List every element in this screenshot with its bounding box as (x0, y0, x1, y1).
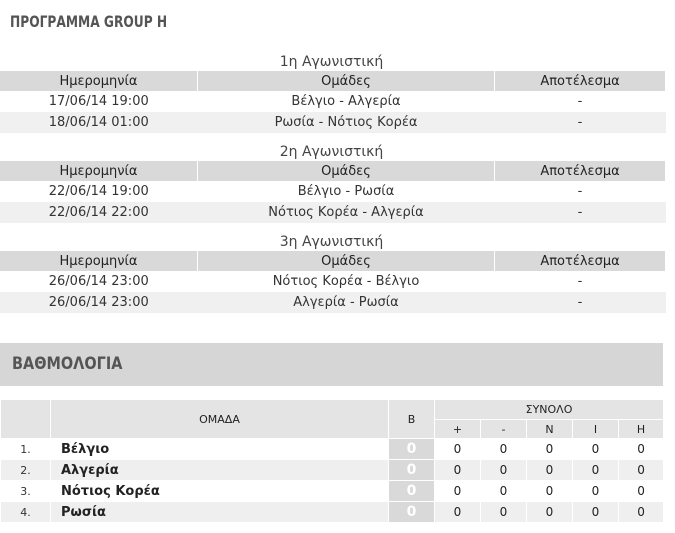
header-date: Ημερομηνία (0, 71, 198, 91)
team-name: Αλγερία (51, 460, 389, 481)
match-result: - (495, 112, 666, 133)
header-result: Αποτέλεσμα (495, 71, 666, 91)
standings-header-bar (0, 343, 663, 386)
table-row (0, 181, 666, 202)
team-position: 2. (1, 460, 51, 481)
match-teams: Νότιος Κορέα - Αλγερία (198, 202, 495, 223)
header-total: ΣΥΝΟΛΟ (435, 400, 664, 420)
stat-goals-against: 0 (481, 481, 527, 502)
table-header (0, 71, 666, 91)
header-wins: Ν (527, 420, 573, 439)
table-header (0, 251, 666, 271)
team-points: 0 (389, 439, 435, 460)
table-row (1, 439, 664, 460)
stat-goals-against: 0 (481, 502, 527, 523)
standings-title: ΒΑΘΜΟΛΟΓΙΑ (12, 354, 123, 374)
match-result: - (495, 292, 666, 313)
stat-draws: 0 (573, 460, 619, 481)
match-result: - (577, 184, 583, 199)
match-teams: Βέλγιο - Ρωσία (297, 184, 395, 199)
team-position: 1. (1, 439, 51, 460)
header-result: Αποτέλεσμα (495, 161, 666, 181)
header-date: Ημερομηνία (0, 251, 198, 271)
header-teams: Ομάδες (198, 71, 495, 91)
standings-header-row (1, 400, 664, 420)
match-date: 17/06/14 19:00 (48, 94, 149, 109)
team-points: 0 (389, 460, 435, 481)
stat-draws: 0 (573, 481, 619, 502)
stat-losses: 0 (619, 481, 664, 502)
team-position: 3. (1, 481, 51, 502)
table-row (0, 112, 666, 133)
match-result: - (577, 274, 583, 289)
header-goals-against: - (481, 420, 527, 439)
stat-draws: 0 (573, 502, 619, 523)
round-title: 1η Αγωνιστική (279, 54, 384, 70)
match-teams: Ρωσία - Νότιος Κορέα (198, 112, 495, 133)
header-team: ΟΜΑΔΑ (51, 400, 389, 439)
round-title: 2η Αγωνιστική (279, 144, 384, 160)
table-row (1, 460, 664, 481)
team-name: Νότιος Κορέα (51, 481, 389, 502)
match-result: - (577, 94, 583, 109)
team-points: 0 (389, 502, 435, 523)
table-row (0, 271, 666, 292)
match-date: 22/06/14 22:00 (0, 202, 198, 223)
header-draws: Ι (573, 420, 619, 439)
header-pos (1, 400, 51, 439)
fixtures-table (0, 161, 666, 223)
table-row (0, 202, 666, 223)
stat-draws: 0 (573, 439, 619, 460)
team-name: Βέλγιο (51, 439, 389, 460)
match-teams: Αλγερία - Ρωσία (198, 292, 495, 313)
stat-wins: 0 (527, 439, 573, 460)
match-date: 18/06/14 01:00 (0, 112, 198, 133)
match-teams: Βέλγιο - Αλγερία (291, 94, 401, 109)
round-2 (0, 143, 663, 223)
match-date: 22/06/14 19:00 (48, 184, 149, 199)
stat-goals-for: 0 (435, 481, 481, 502)
header-teams: Ομάδες (198, 161, 495, 181)
round-3 (0, 233, 663, 313)
stat-goals-for: 0 (435, 460, 481, 481)
stat-goals-against: 0 (481, 439, 527, 460)
fixtures-table (0, 251, 666, 313)
team-position: 4. (1, 502, 51, 523)
page-title: ΠΡΟΓΡΑΜΜΑ GROUP H (10, 12, 168, 31)
header-result: Αποτέλεσμα (495, 251, 666, 271)
header-teams: Ομάδες (198, 251, 495, 271)
team-name: Ρωσία (51, 502, 389, 523)
stat-wins: 0 (527, 481, 573, 502)
table-row (0, 292, 666, 313)
stat-wins: 0 (527, 460, 573, 481)
table-row (0, 91, 666, 112)
standings-table (0, 399, 664, 523)
team-points: 0 (389, 481, 435, 502)
header-goals-for: + (435, 420, 481, 439)
stat-wins: 0 (527, 502, 573, 523)
fixtures-table (0, 71, 666, 133)
stat-losses: 0 (619, 439, 664, 460)
table-header (0, 161, 666, 181)
stat-goals-against: 0 (481, 460, 527, 481)
stat-goals-for: 0 (435, 502, 481, 523)
header-points: Β (389, 400, 435, 439)
round-title: 3η Αγωνιστική (279, 234, 384, 250)
header-date: Ημερομηνία (0, 161, 198, 181)
stat-losses: 0 (619, 460, 664, 481)
header-losses: Η (619, 420, 664, 439)
match-date: 26/06/14 23:00 (48, 274, 149, 289)
table-row (1, 481, 664, 502)
table-row (1, 502, 664, 523)
stat-goals-for: 0 (435, 439, 481, 460)
match-teams: Νότιος Κορέα - Βέλγιο (272, 274, 420, 289)
stat-losses: 0 (619, 502, 664, 523)
match-date: 26/06/14 23:00 (0, 292, 198, 313)
match-result: - (495, 202, 666, 223)
round-1 (0, 53, 663, 133)
